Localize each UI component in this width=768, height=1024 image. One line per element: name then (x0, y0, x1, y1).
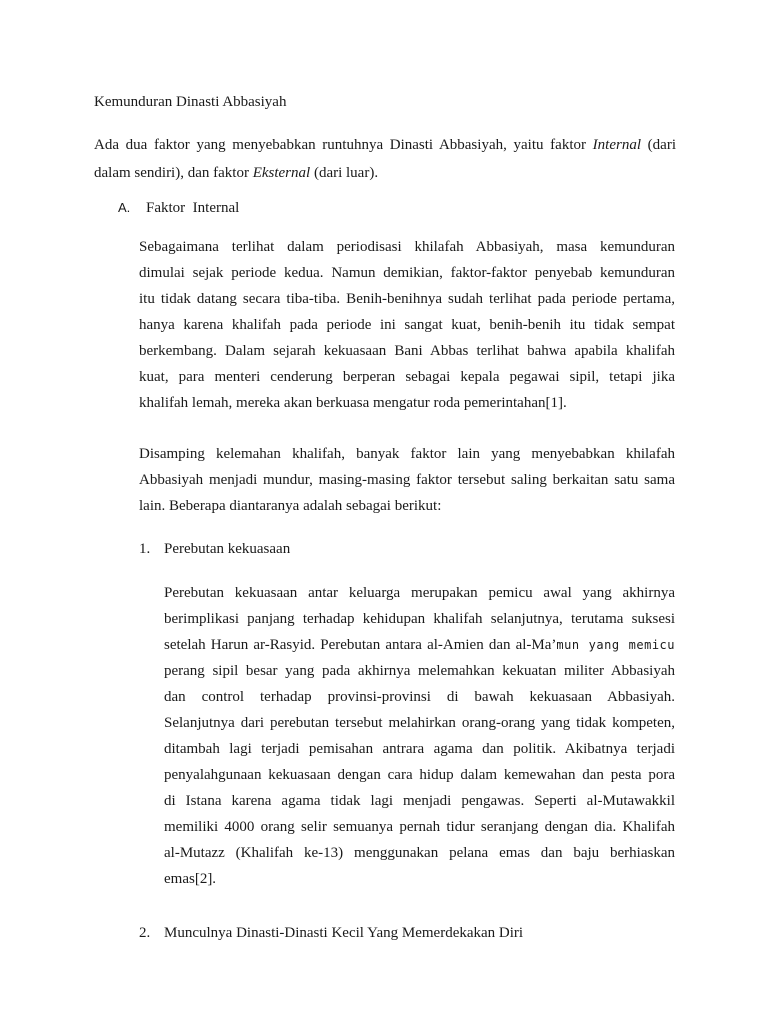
list-item-heading-1 (139, 537, 290, 561)
paragraph-line: kuat, para menteri cenderung berperan sebagai kepala pegawai sipil, tetapi jika (139, 369, 675, 385)
paragraph-power-struggle (164, 580, 675, 892)
paragraph-line: Disamping kelemahan khalifah, banyak faktor lain yang menyebabkan khilafah (139, 446, 675, 462)
paragraph-line: berimplikasi panjang terhadap kehidupan khalifah selanjutnya, terutama suksesi (164, 611, 675, 627)
section-marker: A. (118, 200, 131, 215)
paragraph-line: dimulai sejak periode kedua. Namun demikian, faktor-faktor penyebab kemunduran (139, 265, 675, 281)
list-item-heading-2 (139, 921, 523, 945)
paragraph-line: hanya karena khalifah pada periode ini sangat kuat, benih-benih itu tidak sempat (139, 317, 675, 333)
paragraph-line: memiliki 4000 orang selir semuanya pernah tidur seranjang dengan dia. Khalifah (164, 819, 675, 835)
paragraph-line: Selanjutnya dari perebutan tersebut melahirkan orang-orang yang tidak kompeten, (164, 715, 675, 731)
text-run: setelah Harun ar-Rasyid. Perebutan antara al-Amien dan al-Ma’ (164, 637, 557, 653)
list-number: 2. (139, 925, 151, 941)
text-run-mono: mun yang memicu (556, 638, 675, 652)
paragraph-line: ditambah lagi terjadi pemisahan antrara agama dan politik. Akibatnya terjadi (164, 741, 675, 757)
list-number: 1. (139, 541, 151, 557)
italic-term: Eksternal (252, 165, 311, 181)
intro-line (94, 131, 676, 159)
paragraph-line (164, 632, 675, 658)
paragraph-line: di Istana karena agama tidak lagi menjadi pengawas. Seperti al-Mutawakkil (164, 793, 675, 809)
intro-paragraph (94, 131, 676, 187)
paragraph-line: perang sipil besar yang pada akhirnya melemahkan kekuatan militer Abbasiyah (164, 663, 675, 679)
text-run: Ada dua faktor yang menyebabkan runtuhnya Dinasti Abbasiyah, yaitu faktor (94, 137, 593, 153)
text-run: (dari luar). (310, 165, 379, 181)
paragraph-line: khalifah lemah, mereka akan berkuasa mengatur roda pemerintahan[1]. (139, 395, 567, 411)
paragraph-other-factors (139, 441, 675, 519)
list-heading-text: Munculnya Dinasti-Dinasti Kecil Yang Memerdekakan Diri (164, 925, 524, 941)
paragraph-line: itu tidak datang secara tiba-tiba. Benih-benihnya sudah terlihat pada periode pertama, (139, 291, 675, 307)
paragraph-line: lain. Beberapa diantaranya adalah sebagai berikut: (139, 498, 442, 514)
paragraph-line: Abbasiyah menjadi mundur, masing-masing faktor tersebut saling berkaitan satu sama (139, 472, 675, 488)
text-run: (dari (641, 137, 676, 153)
paragraph-line: berkembang. Dalam sejarah kekuasaan Bani Abbas terlihat bahwa apabila khalifah (139, 343, 675, 359)
paragraph-line: al-Mutazz (Khalifah ke-13) menggunakan pelana emas dan baju berhiaskan (164, 845, 675, 861)
section-heading-text: Faktor Internal (146, 200, 240, 216)
text-run: dalam sendiri), dan faktor (94, 165, 253, 181)
section-a-heading (118, 196, 239, 220)
paragraph-line: Sebagaimana terlihat dalam periodisasi khilafah Abbasiyah, masa kemunduran (139, 239, 675, 255)
list-heading-text: Perebutan kekuasaan (164, 541, 291, 557)
paragraph-internal-overview (139, 234, 675, 416)
paragraph-line: penyalahgunaan kekuasaan dengan cara hidup dalam kemewahan dan pesta pora (164, 767, 675, 783)
paragraph-line: dan control terhadap provinsi-provinsi di bawah kekuasaan Abbasiyah. (164, 689, 675, 705)
italic-term: Internal (592, 137, 641, 153)
paragraph-line: Perebutan kekuasaan antar keluarga merupakan pemicu awal yang akhirnya (164, 585, 675, 601)
paragraph-line: emas[2]. (164, 871, 217, 887)
document-title: Kemunduran Dinasti Abbasiyah (94, 94, 287, 110)
